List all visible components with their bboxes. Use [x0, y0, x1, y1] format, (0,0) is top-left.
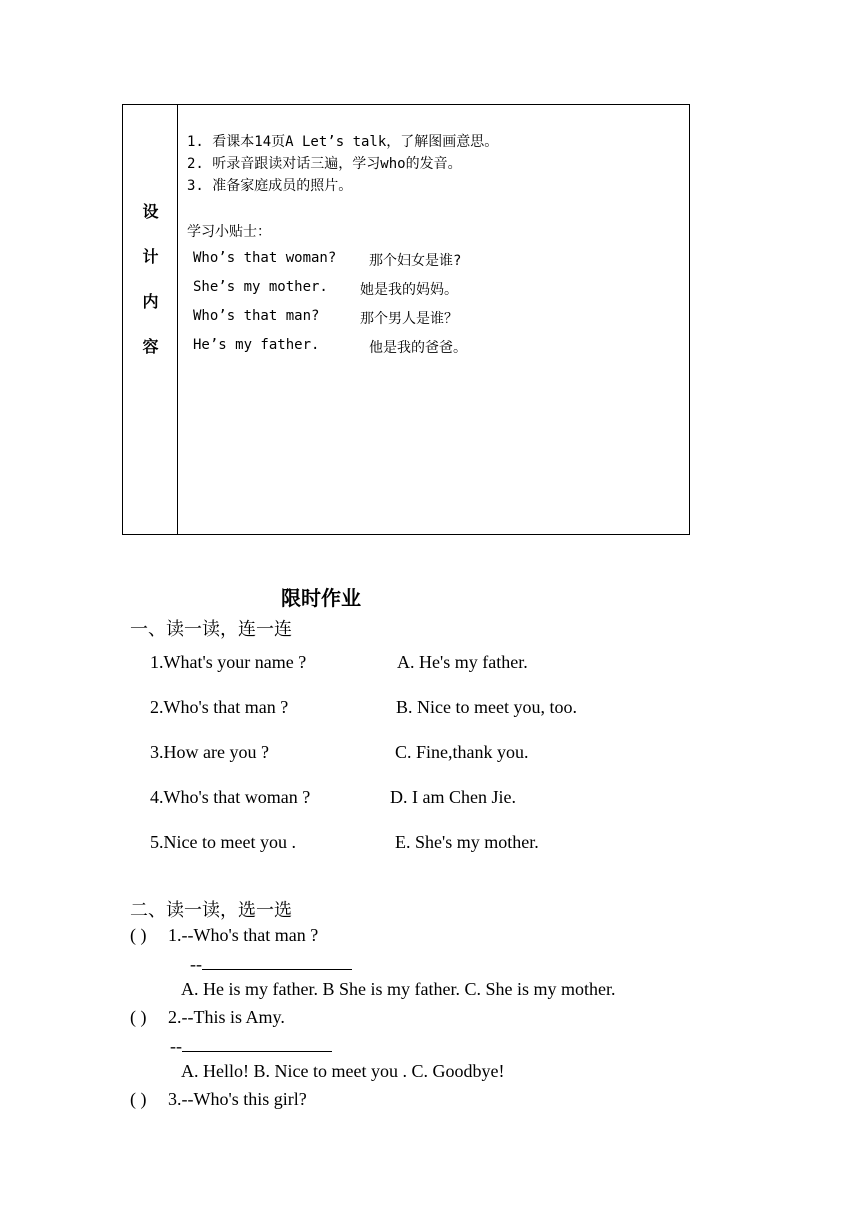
tip-chinese: 她是我的妈妈。	[360, 282, 458, 298]
choice-options: A. He is my father. B She is my father. C. She is my mother.	[181, 979, 616, 999]
design-label-column	[123, 105, 178, 534]
answer-blank[interactable]	[202, 953, 352, 970]
task-item: 2. 听录音跟读对话三遍，学习who的发音。	[187, 156, 462, 172]
label-char: 计	[142, 247, 159, 266]
answer-bracket: ( )	[130, 925, 147, 945]
match-answer: D. I am Chen Jie.	[390, 787, 516, 807]
section2-heading: 二、读一读，选一选	[130, 900, 292, 921]
design-table	[122, 104, 690, 535]
match-question: 4.Who's that woman ?	[150, 787, 311, 807]
tip-english: She’s my mother.	[193, 279, 328, 295]
answer-dash: --	[170, 1036, 182, 1056]
answer-line	[190, 953, 352, 975]
tip-chinese: 那个男人是谁？	[360, 311, 458, 327]
section1-heading: 一、读一读，连一连	[130, 619, 292, 640]
tip-english: Who’s that man?	[193, 308, 320, 324]
tip-chinese: 他是我的爸爸。	[369, 340, 467, 356]
choice-question: 3.--Who's this girl?	[168, 1089, 307, 1109]
choice-question: 2.--This is Amy.	[168, 1007, 285, 1027]
match-answer: B. Nice to meet you, too.	[396, 697, 577, 717]
tip-english: He’s my father.	[193, 337, 320, 353]
match-question: 3.How are you ?	[150, 742, 269, 762]
tip-chinese: 那个妇女是谁?	[369, 253, 462, 269]
task-item: 1. 看课本14页A Let’s talk，了解图画意思。	[187, 134, 499, 150]
match-question: 2.Who's that man ?	[150, 697, 289, 717]
match-answer: A. He's my father.	[397, 652, 528, 672]
answer-line	[170, 1035, 332, 1057]
match-question: 5.Nice to meet you .	[150, 832, 296, 852]
answer-bracket: ( )	[130, 1007, 147, 1027]
tip-english: Who’s that woman?	[193, 250, 337, 266]
match-answer: C. Fine,thank you.	[395, 742, 529, 762]
answer-bracket: ( )	[130, 1089, 147, 1109]
choice-question: 1.--Who's that man ?	[168, 925, 319, 945]
match-question: 1.What's your name ?	[150, 652, 307, 672]
choice-options: A. Hello! B. Nice to meet you . C. Goodbye!	[181, 1061, 505, 1081]
match-answer: E. She's my mother.	[395, 832, 539, 852]
answer-blank[interactable]	[182, 1035, 332, 1052]
tips-title: 学习小贴士：	[187, 224, 271, 240]
label-char: 内	[142, 292, 159, 311]
homework-title: 限时作业	[281, 586, 361, 610]
label-char: 设	[142, 202, 159, 221]
label-char: 容	[142, 337, 159, 356]
task-item: 3. 准备家庭成员的照片。	[187, 178, 353, 194]
answer-dash: --	[190, 954, 202, 974]
